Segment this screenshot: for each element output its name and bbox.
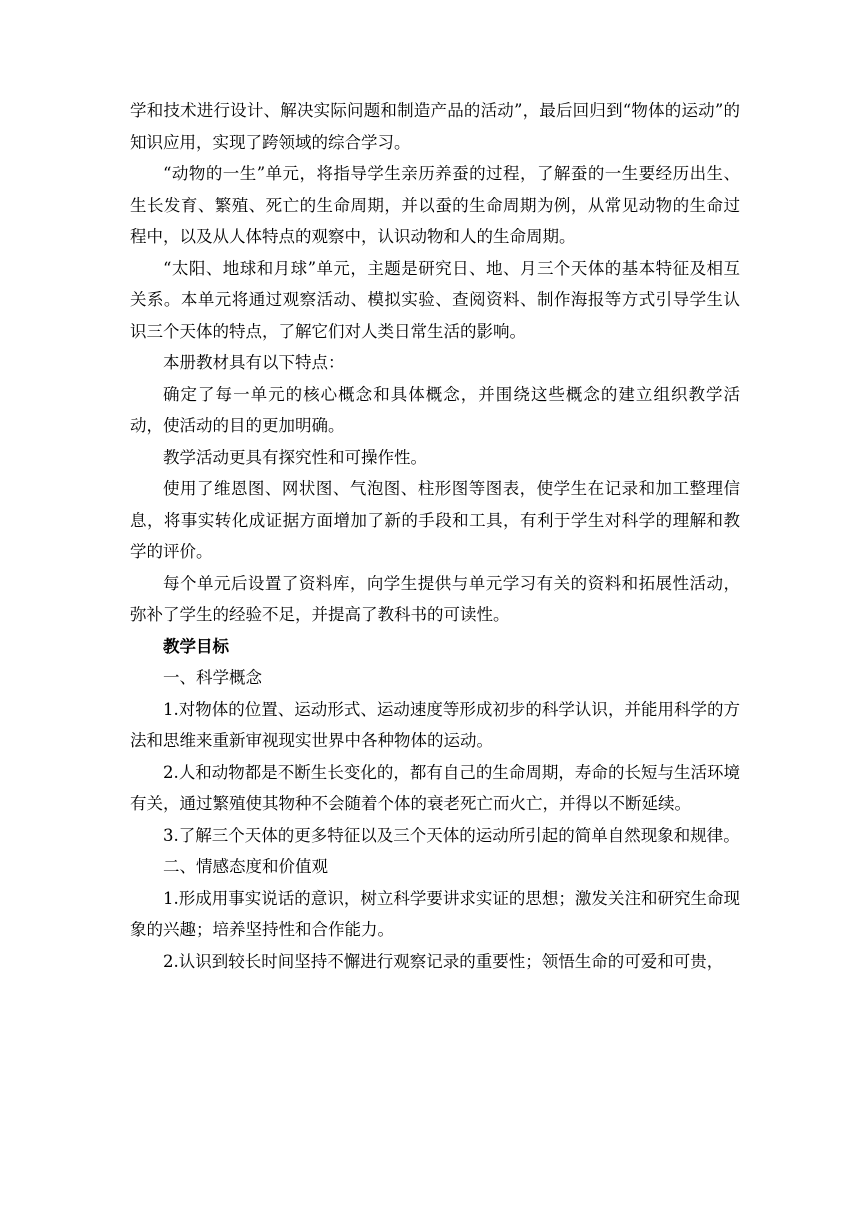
paragraph-feature-charts: 使用了维恩图、网状图、气泡图、柱形图等图表，使学生在记录和加工整理信息，将事实转化成证据方面增加了新的手段和工具，有利于学生对科学的理解和教学的评价。	[130, 479, 740, 561]
list-item-attitude-2: 2.认识到较长时间坚持不懈进行观察记录的重要性；领悟生命的可爱和可贵，	[163, 951, 724, 971]
subheading-attitudes-values: 二、情感态度和价值观	[163, 857, 328, 876]
list-item-concept-3: 3.了解三个天体的更多特征以及三个天体的运动所引起的简单自然现象和规律。	[163, 825, 740, 845]
paragraph-feature-concepts: 确定了每一单元的核心概念和具体概念，并围绕这些概念的建立组织教学活动，使活动的目的更加明确。	[130, 384, 740, 435]
paragraph-features-intro: 本册教材具有以下特点：	[163, 353, 345, 372]
list-item-concept-1: 1.对物体的位置、运动形式、运动速度等形成初步的科学认识，并能用科学的方法和思维来重新审视现实世界中各种物体的运动。	[130, 699, 740, 750]
subheading-science-concepts: 一、科学概念	[163, 668, 262, 687]
paragraph-animal-life-unit: “动物的一生”单元，将指导学生亲历养蚕的过程，了解蚕的一生要经历出生、生长发育、繁殖、死亡的生命周期，并以蚕的生命周期为例，从常见动物的生命过程中，以及从人体特点的观察中，认识动物和人的生命周期。	[130, 164, 740, 246]
paragraph-feature-inquiry: 教学活动更具有探究性和可操作性。	[163, 447, 427, 467]
paragraph-feature-resources: 每个单元后设置了资料库，向学生提供与单元学习有关的资料和拓展性活动，弥补了学生的经验不足，并提高了教科书的可读性。	[130, 573, 740, 624]
document-body	[130, 95, 740, 977]
paragraph-sun-earth-moon-unit: “太阳、地球和月球”单元，主题是研究日、地、月三个天体的基本特征及相互关系。本单元将通过观察活动、模拟实验、查阅资料、制作海报等方式引导学生认识三个天体的特点，了解它们对人类日常生活的影响。	[130, 258, 740, 341]
paragraph-continued: 学和技术进行设计、解决实际问题和制造产品的活动”，最后回归到“物体的运动”的知识应用，实现了跨领域的综合学习。	[130, 101, 740, 152]
list-item-concept-2: 2.人和动物都是不断生长变化的，都有自己的生命周期，寿命的长短与生活环境有关，通过繁殖使其物种不会随着个体的衰老死亡而火亡，并得以不断延续。	[130, 762, 740, 813]
section-heading-teaching-goals: 教学目标	[163, 636, 229, 656]
list-item-attitude-1: 1.形成用事实说话的意识，树立科学要讲求实证的思想；激发关注和研究生命现象的兴趣；培养坚持性和合作能力。	[130, 888, 740, 939]
